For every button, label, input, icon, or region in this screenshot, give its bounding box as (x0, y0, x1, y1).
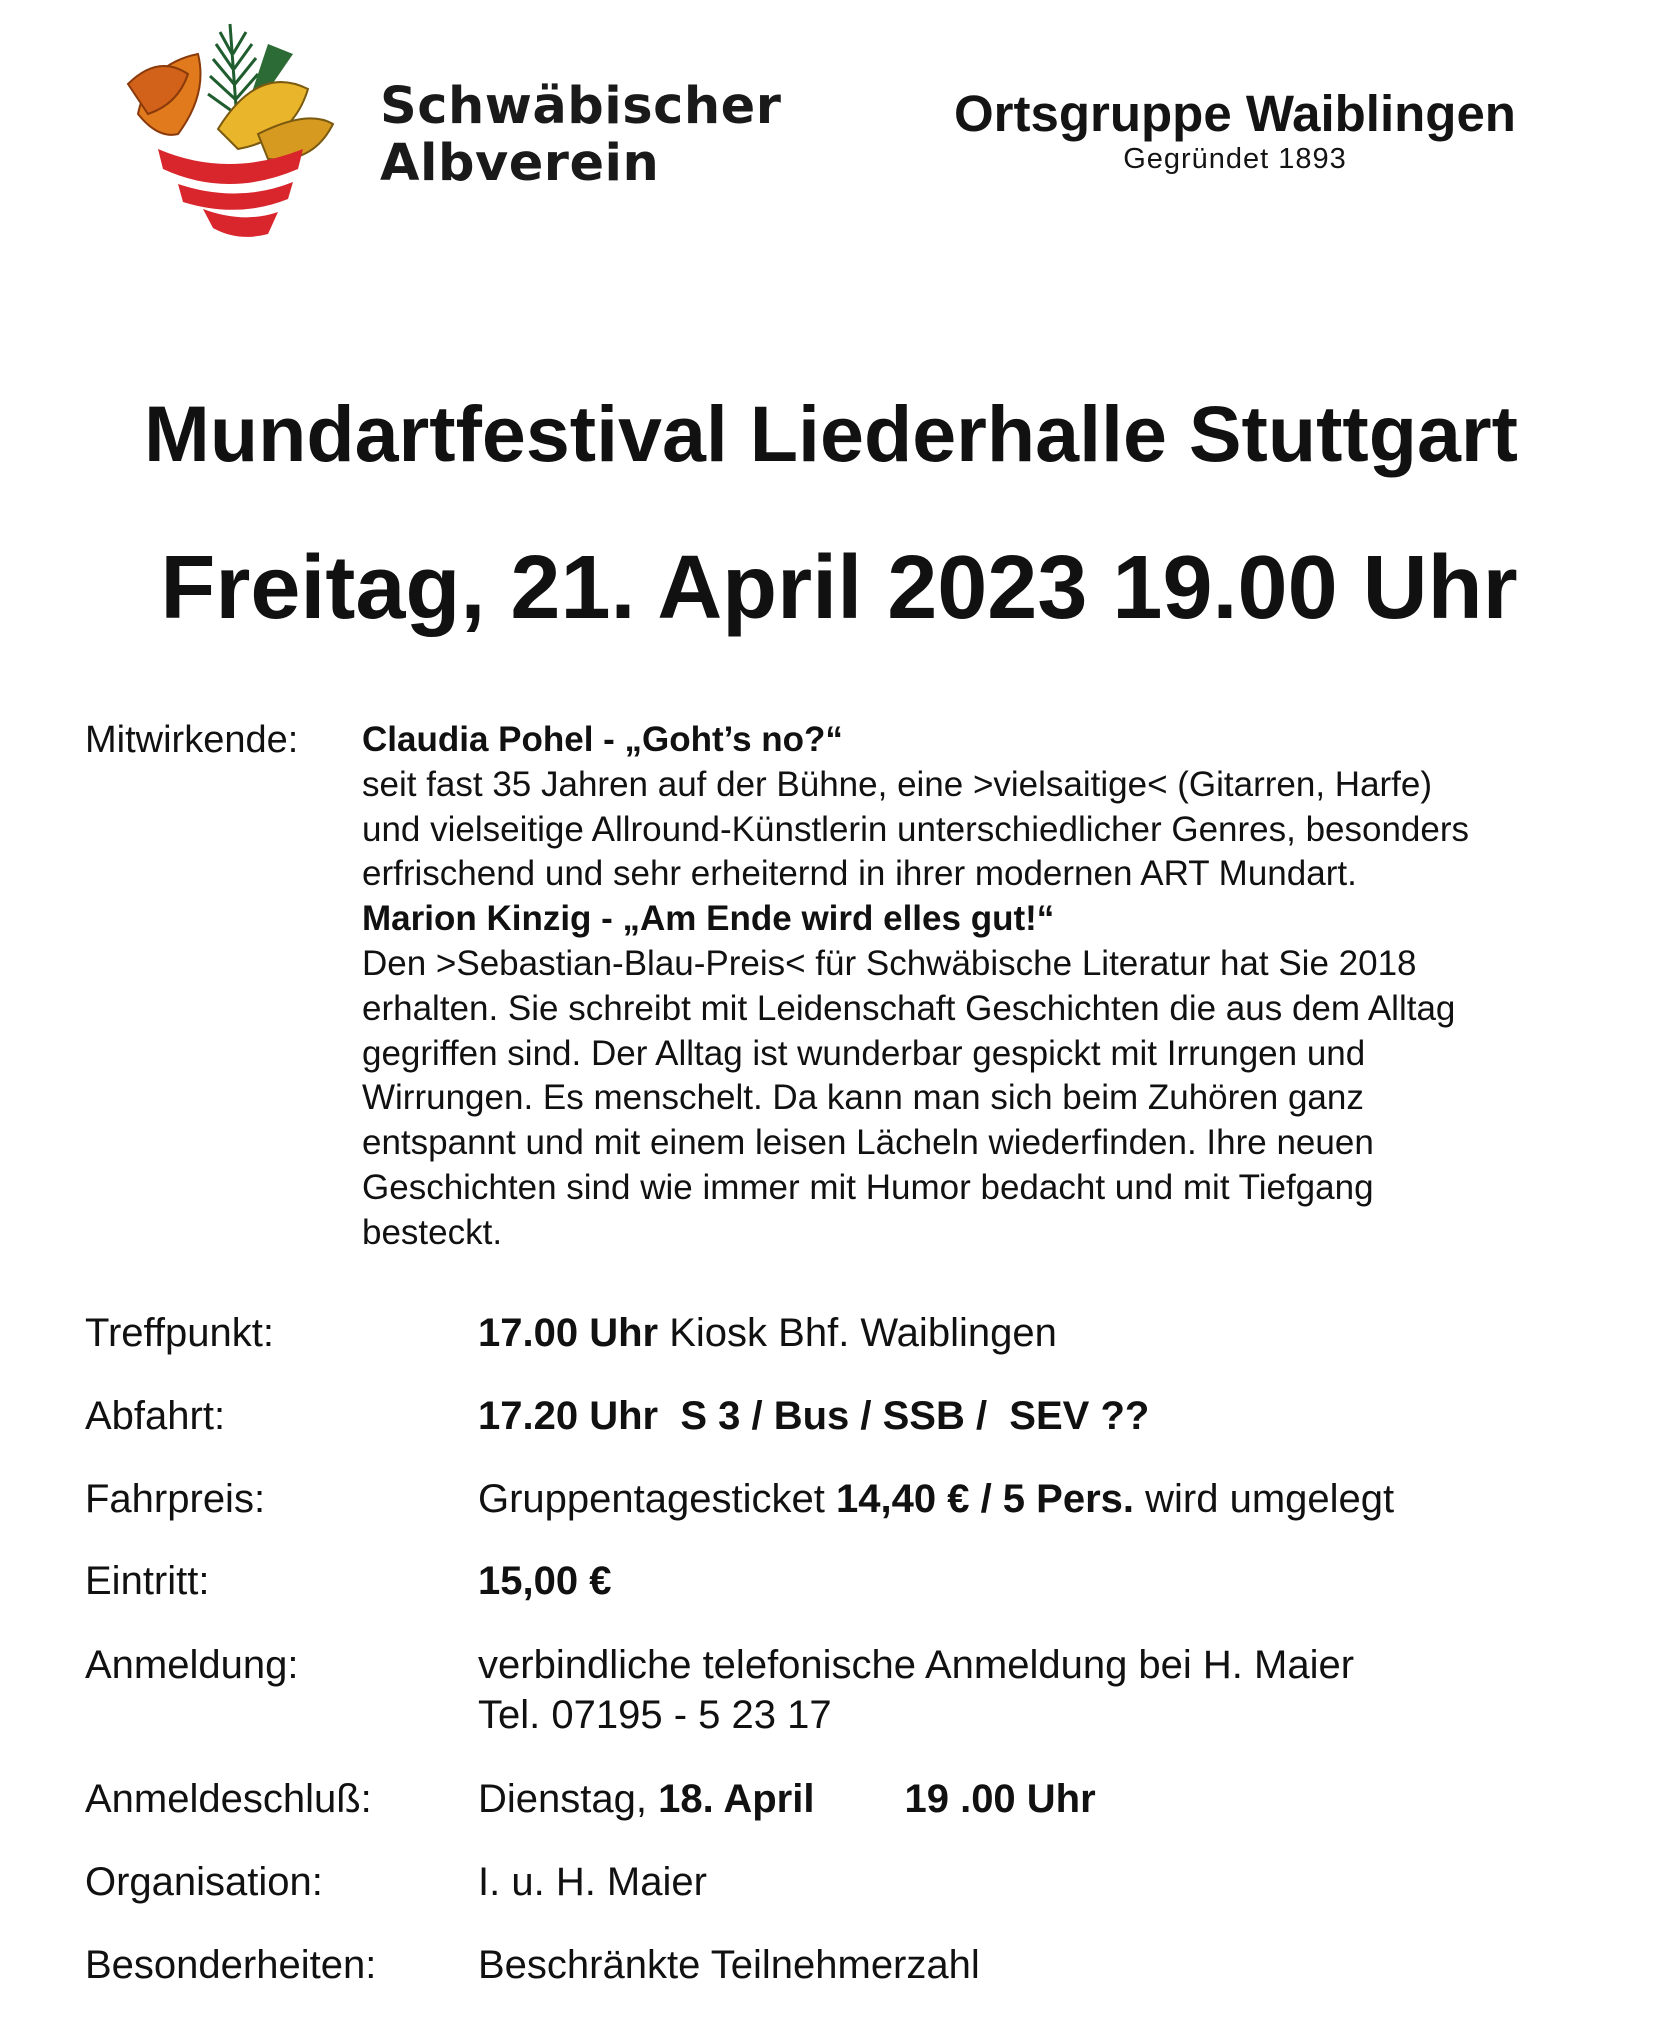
abfahrt-time: 17.20 Uhr S 3 / Bus / SSB / SEV ?? (478, 1394, 1150, 1438)
artist-desc-line: gegriffen sind. Der Alltag ist wunderbar gespickt mit Irrungen und (362, 1033, 1366, 1073)
event-title: Mundartfestival Liederhalle Stuttgart (144, 389, 1518, 478)
treffpunkt-value (478, 1308, 1638, 1358)
red-ribbon-2 (178, 182, 293, 210)
treffpunkt-place: Kiosk Bhf. Waiblingen (658, 1311, 1057, 1355)
brand-line2: Albverein (380, 134, 660, 193)
artist-desc-line: und vielseitige Allround-Künstlerin unterschiedlicher Genres, besonders (362, 809, 1470, 849)
anmeldeschluss-day: Dienstag, (478, 1777, 659, 1821)
eintritt-value (478, 1556, 1638, 1606)
fahrpreis-ticket: Gruppentagesticket (478, 1477, 836, 1521)
event-date: Freitag, 21. April 2023 19.00 Uhr (160, 538, 1518, 638)
organisation-label: Organisation: (85, 1860, 323, 1904)
anmeldeschluss-time: 19 .00 Uhr (904, 1777, 1096, 1821)
artist-desc-line: Geschichten sind wie immer mit Humor bedacht und mit Tiefgang (362, 1167, 1374, 1207)
red-ribbon-3 (203, 209, 278, 237)
artist-desc-line: besteckt. (362, 1212, 503, 1252)
anmeldung-label: Anmeldung: (85, 1643, 299, 1687)
anmeldeschluss-label: Anmeldeschluß: (85, 1777, 372, 1821)
besonderheiten-value: Beschränkte Teilnehmerzahl (478, 1943, 980, 1987)
artist-desc-line: Den >Sebastian-Blau-Preis< für Schwäbische Literatur hat Sie 2018 (362, 943, 1417, 983)
fahrpreis-value (478, 1474, 1638, 1524)
ortsgruppe-header (945, 86, 1525, 176)
artist-desc-line: erhalten. Sie schreibt mit Leidenschaft Geschichten die aus dem Alltag (362, 988, 1456, 1028)
artist-name: Marion Kinzig - „Am Ende wird elles gut!“ (362, 899, 1055, 939)
mitwirkende-label: Mitwirkende: (85, 719, 299, 761)
ortsgruppe-title: Ortsgruppe Waiblingen (954, 85, 1516, 142)
fahrpreis-note: wird umgelegt (1134, 1477, 1395, 1521)
albverein-logo (118, 14, 340, 240)
anmeldung-phone: Tel. 07195 - 5 23 17 (478, 1693, 832, 1737)
artist-desc-line: Wirrungen. Es menschelt. Da kann man sich beim Zuhören ganz (362, 1078, 1364, 1118)
ortsgruppe-founded: Gegründet 1893 (1123, 143, 1347, 175)
fahrpreis-label: Fahrpreis: (85, 1477, 266, 1521)
abfahrt-label: Abfahrt: (85, 1394, 226, 1438)
eintritt-price: 15,00 € (478, 1559, 612, 1603)
organisation-value: I. u. H. Maier (478, 1860, 707, 1904)
brand-line1: Schwäbischer (380, 77, 782, 136)
treffpunkt-label: Treffpunkt: (85, 1311, 274, 1355)
artist-desc-line: entspannt und mit einem leisen Lächeln wiederfinden. Ihre neuen (362, 1123, 1374, 1163)
anmeldeschluss-value (478, 1774, 1638, 1824)
besonderheiten-label: Besonderheiten: (85, 1943, 377, 1987)
mitwirkende-list (362, 718, 1622, 1256)
artist-desc-line: erfrischend und sehr erheiternd in ihrer modernen ART Mundart. (362, 854, 1357, 894)
anmeldung-text: verbindliche telefonische Anmeldung bei H. Maier (478, 1643, 1355, 1687)
anmeldung-value (478, 1640, 1638, 1740)
fahrpreis-price: 14,40 € / 5 Pers. (836, 1477, 1135, 1521)
artist-desc-line: seit fast 35 Jahren auf der Bühne, eine >vielsaitige< (Gitarren, Harfe) (362, 764, 1433, 804)
treffpunkt-time: 17.00 Uhr (478, 1311, 659, 1355)
abfahrt-value (478, 1391, 1638, 1441)
brand-name (380, 78, 781, 192)
anmeldeschluss-date: 18. April (658, 1777, 815, 1821)
eintritt-label: Eintritt: (85, 1559, 210, 1603)
artist-name: Claudia Pohel - „Goht’s no?“ (362, 720, 843, 759)
